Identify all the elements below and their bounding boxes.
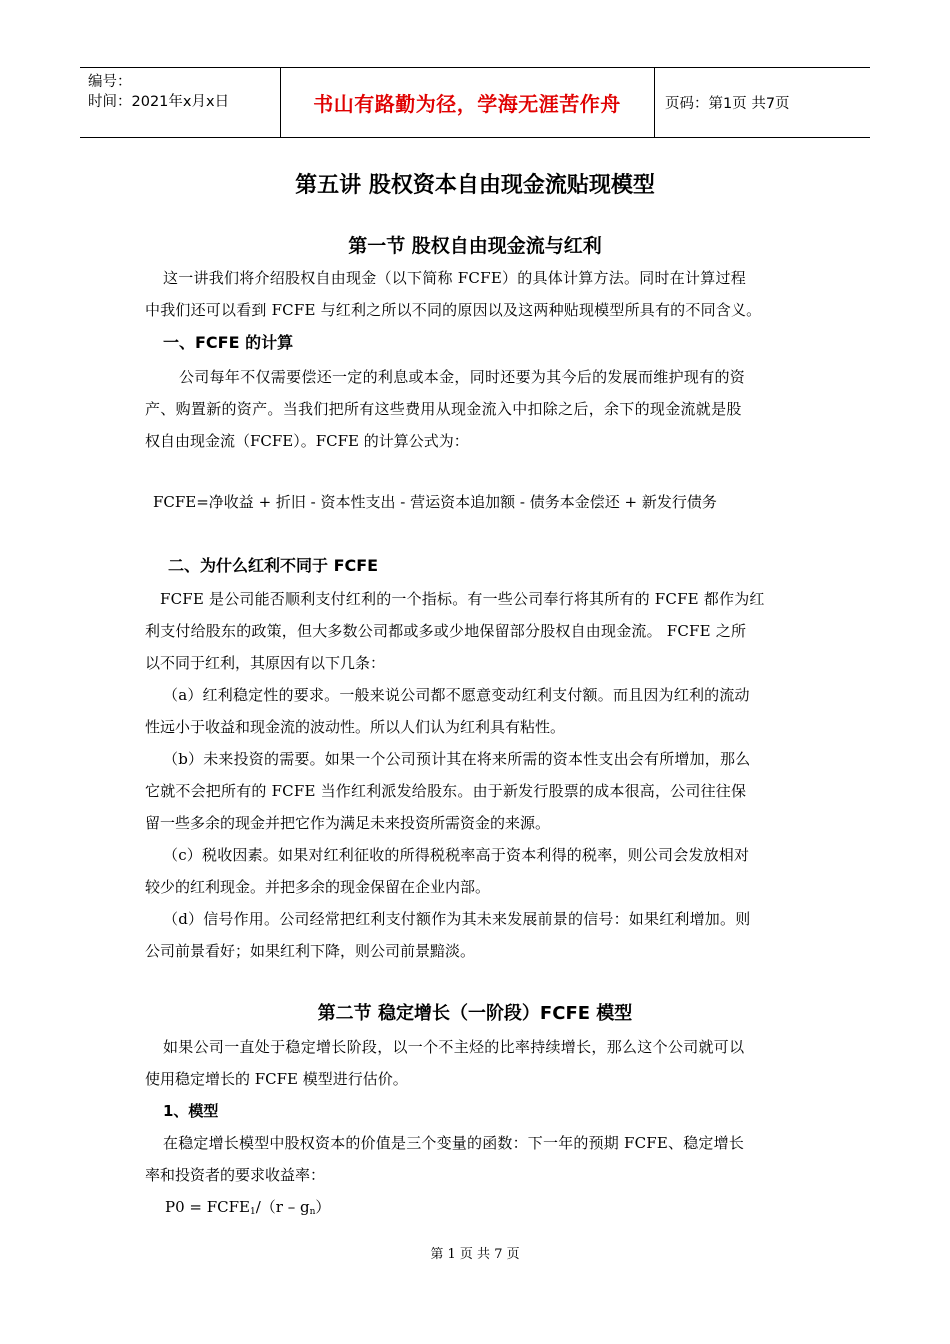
paragraph-line: FCFE 是公司能否顺利支付红利的一个指标。有一些公司奉行将其所有的 FCFE 都作为红 — [160, 590, 765, 608]
fcfe-formula: FCFE=净收益 + 折旧 - 资本性支出 - 营运资本追加额 - 债务本金偿还 + 新发行债务 — [153, 493, 717, 511]
paragraph-line: 以不同于红利，其原因有以下几条： — [145, 654, 386, 672]
formula-subscript: n — [309, 1207, 316, 1217]
subsection-heading: 二、为什么红利不同于 FCFE — [168, 556, 379, 575]
paragraph-line: 在稳定增长模型中股权资本的价值是三个变量的函数：下一年的预期 FCFE、稳定增长 — [163, 1134, 745, 1152]
section1-heading: 第一节 股权自由现金流与红利 — [348, 235, 602, 257]
reason-line: 它就不会把所有的 FCFE 当作红利派发给股东。由于新发行股票的成本很高，公司往往保 — [145, 782, 747, 800]
formula-part: /（r – g — [255, 1198, 310, 1216]
header-meta — [88, 72, 229, 112]
page-footer: 第 1 页 共 7 页 — [430, 1247, 520, 1262]
time-label: 时间：2021年x月x日 — [88, 94, 230, 110]
paragraph-line: 权自由现金流（FCFE）。FCFE 的计算公式为： — [145, 432, 469, 450]
subsection-heading: 一、FCFE 的计算 — [163, 333, 294, 352]
document-header — [80, 67, 870, 138]
stable-growth-formula — [165, 1197, 330, 1222]
formula-part: ） — [315, 1198, 331, 1216]
paragraph-line: 中我们还可以看到 FCFE 与红利之所以不同的原因以及这两种贴现模型所具有的不同含义。 — [145, 301, 762, 319]
section2-heading: 第二节 稳定增长（一阶段）FCFE 模型 — [317, 1003, 633, 1024]
reason-line: 性远小于收益和现金流的波动性。所以人们认为红利具有粘性。 — [145, 718, 566, 736]
paragraph-line: 这一讲我们将介绍股权自由现金（以下简称 FCFE）的具体计算方法。同时在计算过程 — [163, 269, 747, 287]
reason-line: （a）红利稳定性的要求。一般来说公司都不愿意变动红利支付额。而且因为红利的流动 — [163, 686, 750, 704]
formula-subscript: 1 — [249, 1207, 256, 1217]
lecture-title: 第五讲 股权资本自由现金流贴现模型 — [295, 173, 655, 198]
paragraph-line: 如果公司一直处于稳定增长阶段，以一个不主烃的比率持续增长，那么这个公司就可以 — [163, 1038, 745, 1056]
paragraph-line: 产、购置新的资产。当我们把所有这些费用从现金流入中扣除之后，余下的现金流就是股 — [145, 400, 742, 418]
header-motto: 书山有路勤为径，学海无涯苦作舟 — [313, 92, 621, 116]
reason-line: （d）信号作用。公司经常把红利支付额作为其未来发展前景的信号：如果红利增加。则 — [163, 910, 751, 928]
number-label: 编号： — [88, 74, 132, 90]
reason-line: 留一些多余的现金并把它作为满足未来投资所需资金的来源。 — [145, 814, 551, 832]
header-divider — [654, 68, 655, 137]
paragraph-line: 率和投资者的要求收益率： — [145, 1166, 326, 1184]
subsection-heading: 1、模型 — [163, 1102, 219, 1120]
reason-line: 公司前景看好；如果红利下降，则公司前景黯淡。 — [145, 942, 476, 960]
header-page-info: 页码：第1页 共7页 — [665, 96, 790, 112]
paragraph-line: 使用稳定增长的 FCFE 模型进行估价。 — [145, 1070, 408, 1088]
paragraph-line: 公司每年不仅需要偿还一定的利息或本金，同时还要为其今后的发展而维护现有的资 — [179, 368, 746, 386]
paragraph-line: 利支付给股东的政策，但大多数公司都或多或少地保留部分股权自由现金流。 FCFE 之所 — [145, 622, 747, 640]
reason-line: （c）税收因素。如果对红利征收的所得税税率高于资本利得的税率，则公司会发放相对 — [163, 846, 750, 864]
reason-line: 较少的红利现金。并把多余的现金保留在企业内部。 — [145, 878, 491, 896]
formula-part: P0 = FCFE — [165, 1198, 250, 1216]
reason-line: （b）未来投资的需要。如果一个公司预计其在将来所需的资本性支出会有所增加，那么 — [163, 750, 751, 768]
